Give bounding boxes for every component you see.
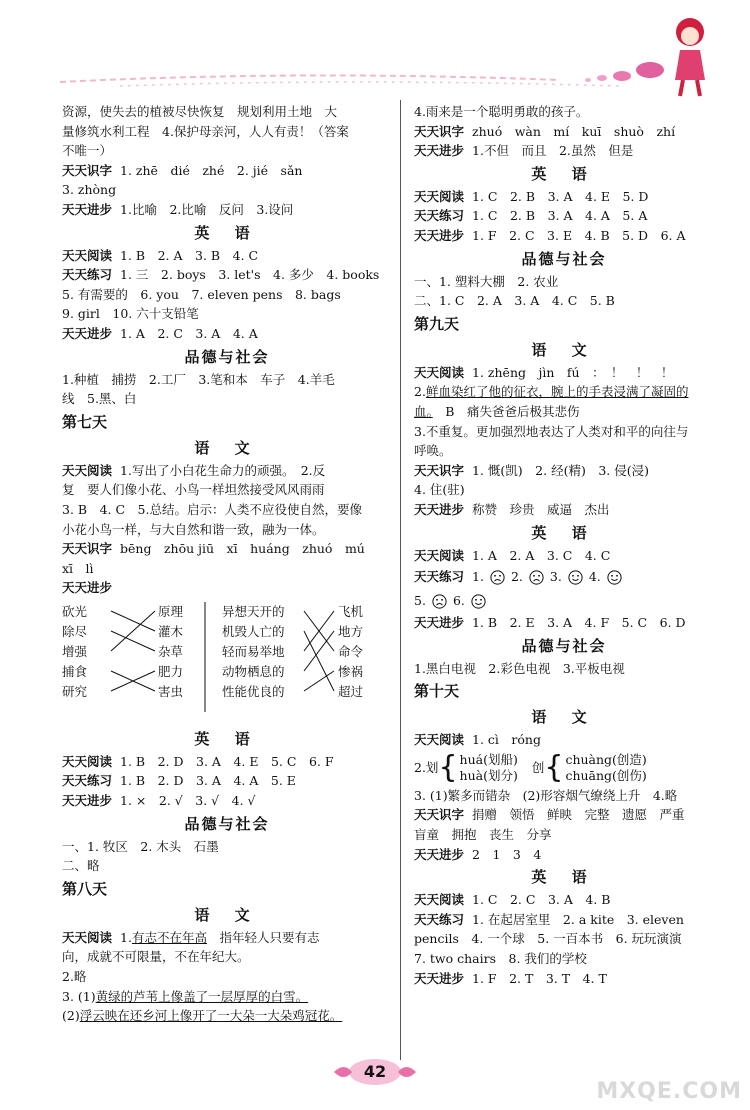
subject-heading: 品德与社会 (521, 636, 607, 655)
answer-line (414, 141, 714, 161)
section-label: 天天阅读 (62, 462, 113, 478)
section-label: 天天识字 (62, 162, 113, 178)
text-line: 3. zhòng (62, 182, 117, 198)
answer-line (62, 578, 392, 598)
match-item: 地方 (338, 623, 364, 639)
answer-line (414, 382, 714, 402)
answer-text: 创 (531, 760, 545, 776)
answer-text: 1. B 2. D 3. A 4. E 5. C 6. F (120, 753, 334, 769)
match-item: 原理 (158, 603, 184, 619)
text-line: 资源，使失去的植被尽快恢复 规划利用土地 大 (62, 104, 338, 119)
section-label: 天天阅读 (414, 547, 465, 563)
day-heading: 第八天 (62, 879, 108, 898)
underlined-text: 有志不在年高 (131, 929, 207, 945)
face-answer-number: 6. (452, 593, 465, 609)
answer-text: 1. 三 2. boys 3. let's 4. 多少 4. books (120, 267, 380, 283)
answer-line (62, 752, 392, 772)
section-label: 天天识字 (414, 807, 465, 823)
underlined-text: 浮云映在还乡河上像开了一大朵一大朵鸡冠花。 (79, 1008, 343, 1024)
answer-line (414, 969, 714, 989)
answer-line (62, 928, 392, 948)
section-label: 天天练习 (62, 773, 113, 789)
subject-heading: 语 文 (531, 708, 597, 727)
answer-line (62, 791, 392, 811)
text-line: 线 5.黑、白 (62, 391, 137, 407)
text-line: 4.雨来是一个聪明勇敢的孩子。 (414, 104, 589, 119)
section-label: 天天进步 (62, 793, 113, 809)
answer-text: 1. cì róng (472, 732, 541, 748)
answer-line (414, 565, 714, 589)
text-line: 3. (1)繁多而错杂 (2)形容烟气缭绕上升 4.略 (414, 787, 678, 803)
answer-line (62, 987, 392, 1007)
sad-face-icon (490, 570, 505, 585)
section-label: 天天阅读 (414, 188, 465, 204)
text-line: 不唯一） (62, 143, 113, 159)
text-line: 9. girl 10. 六十支铅笔 (62, 306, 199, 322)
day-heading: 第九天 (414, 314, 460, 333)
happy-face-icon (568, 570, 583, 585)
text-line: 3. B 4. C 5.总结。启示：人类不应役使自然，要像 (62, 501, 362, 517)
section-label: 天天阅读 (414, 732, 465, 748)
header-decoration (0, 0, 750, 100)
subject-heading: 品德与社会 (184, 814, 270, 833)
answer-text: 捐赠 领悟 鲜映 完整 遗愿 严重 (472, 807, 685, 823)
answer-line (414, 805, 714, 825)
match-item: 杂草 (158, 643, 184, 659)
match-item: 轻而易举地 (222, 643, 285, 659)
answer-text: 2.划 (414, 760, 439, 776)
answer-line (414, 589, 714, 613)
answer-text: (2) (62, 1008, 80, 1024)
day-heading: 第七天 (62, 412, 108, 431)
day-heading: 第十天 (414, 682, 460, 701)
answer-text: 指年轻人只要有志 (206, 929, 320, 945)
match-item: 机毁人亡的 (222, 623, 285, 639)
text-line: 一、1. 牧区 2. 木头 石墨 (62, 838, 219, 854)
text-line: 复 要人们像小花、小鸟一样坦然接受风风雨雨 (62, 482, 325, 498)
section-label: 天天进步 (414, 143, 465, 159)
match-item: 动物栖息的 (222, 663, 285, 679)
answer-text: 1. F 2. C 3. E 4. B 5. D 6. A (472, 227, 686, 243)
answer-line (414, 613, 714, 633)
subject-heading: 英 语 (194, 223, 260, 242)
section-label: 天天识字 (414, 462, 465, 478)
face-answer-number: 2. (510, 569, 523, 585)
right-column (414, 102, 714, 988)
text-line: 二、略 (62, 858, 100, 874)
watermark-text: MXQE.COM (596, 1079, 742, 1104)
answer-line (414, 402, 714, 422)
answer-line (414, 500, 714, 520)
subject-heading: 语 文 (194, 438, 260, 457)
face-answer-row-1 (472, 569, 628, 584)
match-item: 砍光 (62, 603, 88, 619)
sad-face-icon (432, 594, 447, 609)
section-label: 天天识字 (62, 541, 113, 557)
match-item: 惨祸 (338, 663, 364, 679)
section-label: 天天阅读 (414, 364, 465, 380)
answer-text: 1. C 2. B 3. A 4. E 5. D (472, 188, 649, 204)
left-column (62, 102, 392, 1026)
text-line: 二、1. C 2. A 3. A 4. C 5. B (414, 293, 615, 309)
answer-text: 1. B 2. A 3. B 4. C (120, 247, 259, 263)
section-label: 天天进步 (414, 615, 465, 631)
match-item: 飞机 (338, 603, 364, 619)
underlined-text: 黄绿的芦苇上像盖了一层厚厚的白雪。 (95, 988, 309, 1004)
answer-text: B 痛失爸爸后极其悲伤 (432, 403, 580, 419)
match-item: 异想天开的 (222, 603, 285, 619)
answer-text: 1. × 2. √ 3. √ 4. √ (120, 793, 256, 809)
section-label: 天天进步 (62, 325, 113, 341)
match-item: 命令 (338, 643, 364, 659)
text-line: 量修筑水利工程 4.保护母亲河，人人有责！（答案 (62, 123, 349, 139)
subject-heading: 英 语 (531, 523, 597, 542)
answer-line (62, 246, 392, 266)
answer-line (62, 539, 392, 559)
section-label: 天天识字 (414, 123, 465, 139)
text-line: 小花小鸟一样，与大自然和谐一致，融为一体。 (62, 521, 325, 537)
match-item: 灌木 (158, 623, 184, 639)
subject-heading: 品德与社会 (184, 347, 270, 366)
answer-line (414, 187, 714, 207)
section-label: 天天进步 (414, 846, 465, 862)
answer-text: chuāng(创伤) (565, 767, 647, 783)
match-item: 害虫 (158, 683, 184, 699)
text-line: 盲童 拥抱 丧生 分享 (414, 827, 552, 843)
section-label: 天天进步 (414, 970, 465, 986)
answer-text: 1. zhēng jìn fú ： ！ ！ ！ (472, 364, 674, 380)
text-line: 2.略 (62, 969, 87, 985)
section-label: 天天练习 (414, 569, 465, 585)
answer-line (414, 546, 714, 566)
face-answer-row-2 (414, 593, 492, 608)
answer-text: bēng zhōu jiū xī huáng zhuó mú (120, 541, 365, 557)
section-label: 天天进步 (62, 201, 113, 217)
answer-line (62, 771, 392, 791)
answer-line (62, 200, 392, 220)
answer-text: 1. C 2. B 3. A 4. A 5. A (472, 208, 648, 224)
section-label: 天天练习 (414, 911, 465, 927)
match-item: 除尽 (62, 623, 88, 639)
face-answer-number: 1. (472, 569, 484, 585)
answer-text: chuàng(创造) (565, 751, 647, 767)
answer-text: huá(划船) (459, 751, 518, 767)
watermark (594, 1046, 744, 1106)
subject-heading: 语 文 (194, 905, 260, 924)
section-label: 天天阅读 (62, 929, 113, 945)
answer-text: 1. zhē dié zhé 2. jié sǎn (120, 162, 303, 178)
text-line: pencils 4. 一个球 5. 一百本书 6. 玩玩演演 (414, 931, 682, 947)
brace-group (438, 749, 518, 785)
answer-line (414, 363, 714, 383)
subject-heading: 英 语 (531, 868, 597, 887)
answer-text: zhuó wàn mí kuī shuò zhí (472, 123, 676, 139)
section-label: 天天进步 (414, 227, 465, 243)
answer-line (414, 206, 714, 226)
section-label: 天天进步 (62, 580, 113, 596)
answer-line (414, 730, 714, 750)
underlined-text: 血。 (414, 403, 433, 419)
match-item: 捕食 (62, 663, 88, 679)
brace-icon: { (438, 749, 458, 785)
answer-line (62, 324, 392, 344)
answer-text: 1. B 2. E 3. A 4. F 5. C 6. D (472, 615, 686, 631)
column-divider (400, 100, 401, 1060)
section-label: 天天阅读 (62, 753, 113, 769)
sad-face-icon (529, 570, 544, 585)
section-label: 天天阅读 (62, 247, 113, 263)
text-line: 7. two chairs 8. 我们的学校 (414, 951, 587, 967)
face-answer-number: 5. (414, 593, 426, 609)
match-item: 肥力 (158, 663, 184, 679)
brace-icon: { (544, 749, 564, 785)
answer-text: 1. (120, 929, 132, 945)
answer-line (414, 122, 714, 142)
section-label: 天天练习 (414, 208, 465, 224)
answer-text: 3. (1) (62, 988, 96, 1004)
answer-text: 1. B 2. D 3. A 4. A 5. E (120, 773, 296, 789)
answer-text: 1. 慨(凯) 2. 经(精) 3. 侵(浸) (472, 462, 649, 478)
subject-heading: 英 语 (531, 164, 597, 183)
match-item: 研究 (62, 683, 88, 699)
page-number (330, 1052, 420, 1092)
subject-heading: 语 文 (531, 340, 597, 359)
answer-text: 1. F 2. T 3. T 4. T (472, 970, 607, 986)
match-item: 超过 (338, 683, 364, 699)
text-line: 3.不重复。更加强烈地表达了人类对和平的向往与 (414, 423, 689, 439)
answer-text: 1.不但 而且 2.虽然 但是 (472, 143, 634, 159)
subject-heading: 英 语 (194, 729, 260, 748)
answer-text: 1. A 2. C 3. A 4. A (120, 325, 258, 341)
answer-text: 1.写出了小白花生命力的顽强。 2.反 (120, 462, 326, 478)
answer-line (62, 265, 392, 285)
answer-text: 2. (414, 384, 426, 400)
answer-line (62, 1006, 392, 1026)
answer-line (414, 890, 714, 910)
text-line: 一、1. 塑料大棚 2. 农业 (414, 273, 559, 289)
text-line: 5. 有需要的 6. you 7. eleven pens 8. bags (62, 286, 341, 302)
text-line: 4. 住(驻) (414, 482, 465, 498)
text-line: 1.黑白电视 2.彩色电视 3.平板电视 (414, 660, 625, 676)
underlined-text: 鲜血染红了他的征衣，腕上的手表浸满了凝固的 (425, 384, 689, 400)
answer-line (62, 461, 392, 481)
answer-line (414, 750, 714, 786)
answer-line (414, 910, 714, 930)
face-answer-number: 4. (588, 569, 601, 585)
matching-table (62, 600, 392, 722)
text-line: 呼唤。 (414, 443, 452, 459)
section-label: 天天进步 (414, 501, 465, 517)
text-line: xī lì (62, 560, 94, 576)
answer-text: huà(划分) (459, 767, 518, 783)
text-line: 向，成就不可限量，不在年纪大。 (62, 949, 250, 965)
answer-text: 1. A 2. A 3. C 4. C (472, 547, 611, 563)
match-item: 增强 (62, 643, 88, 659)
section-label: 天天练习 (62, 267, 113, 283)
answer-line (414, 226, 714, 246)
match-item: 性能优良的 (222, 683, 285, 699)
happy-face-icon (471, 594, 486, 609)
text-line: 1.种植 捕捞 2.工厂 3.笔和本 车子 4.羊毛 (62, 371, 335, 387)
face-answer-number: 3. (549, 569, 562, 585)
happy-face-icon (607, 570, 622, 585)
answer-line (414, 845, 714, 865)
answer-text: 2 1 3 4 (472, 846, 542, 862)
answer-text: 1. 在起居室里 2. a kite 3. eleven (472, 911, 684, 927)
section-label: 天天阅读 (414, 892, 465, 908)
answer-text: 称赞 珍贵 威逼 杰出 (472, 501, 610, 517)
answer-line (62, 161, 392, 181)
answer-line (414, 461, 714, 481)
answer-text: 1. C 2. C 3. A 4. B (472, 892, 611, 908)
brace-group (544, 749, 647, 785)
answer-text: 1.比喻 2.比喻 反问 3.设问 (120, 201, 294, 217)
page-number-text: 42 (363, 1062, 387, 1081)
subject-heading: 品德与社会 (521, 249, 607, 268)
